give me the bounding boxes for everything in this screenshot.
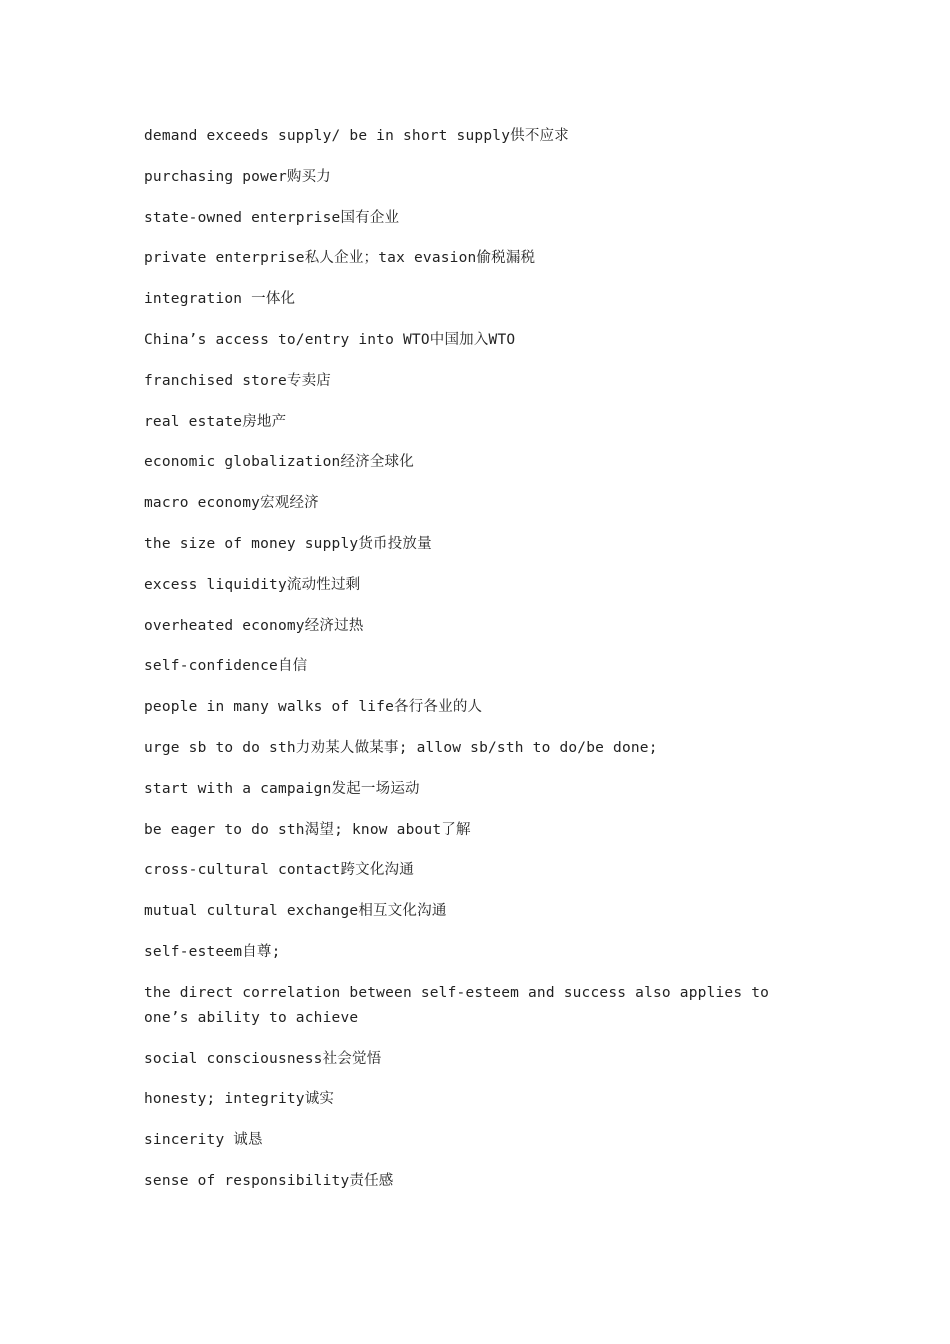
vocab-entry: overheated economy经济过热 xyxy=(144,617,364,634)
vocab-entry: macro economy宏观经济 xyxy=(144,495,319,512)
vocab-entry: social consciousness社会觉悟 xyxy=(144,1050,382,1067)
vocab-entry: self-esteem自尊; xyxy=(144,943,281,960)
vocab-entry: purchasing power购买力 xyxy=(144,168,331,185)
vocabulary-list xyxy=(144,124,804,1210)
vocab-entry: economic globalization经济全球化 xyxy=(144,454,414,471)
vocab-entry: be eager to do sth渴望; know about了解 xyxy=(144,821,471,838)
vocab-entry: China’s access to/entry into WTO中国加入WTO xyxy=(144,331,516,348)
vocab-entry: mutual cultural exchange相互文化沟通 xyxy=(144,903,447,920)
vocab-entry: franchised store专卖店 xyxy=(144,372,331,389)
vocab-entry: sincerity 诚恳 xyxy=(144,1132,263,1149)
vocab-entry: cross-cultural contact跨文化沟通 xyxy=(144,862,414,879)
vocab-entry: excess liquidity流动性过剩 xyxy=(144,576,361,593)
vocab-entry: start with a campaign发起一场运动 xyxy=(144,780,420,797)
vocab-entry: the direct correlation between self-esteem and success also applies to one’s ability to achieve xyxy=(144,984,770,1026)
vocab-entry: demand exceeds supply/ be in short supply供不应求 xyxy=(144,128,569,144)
vocab-entry: the size of money supply货币投放量 xyxy=(144,535,432,552)
vocab-entry: integration 一体化 xyxy=(144,291,296,308)
vocab-entry: sense of responsibility责任感 xyxy=(144,1172,394,1189)
vocab-entry: people in many walks of life各行各业的人 xyxy=(144,699,483,716)
vocab-entry: honesty; integrity诚实 xyxy=(144,1091,335,1108)
vocab-entry: real estate房地产 xyxy=(144,413,287,430)
vocab-entry: private enterprise私人企业；tax evasion偷税漏税 xyxy=(144,250,536,267)
vocab-entry: state-owned enterprise国有企业 xyxy=(144,209,400,226)
vocab-entry: urge sb to do sth力劝某人做某事; allow sb/sth to do/be done; xyxy=(144,739,658,756)
vocab-entry: self-confidence自信 xyxy=(144,658,308,675)
